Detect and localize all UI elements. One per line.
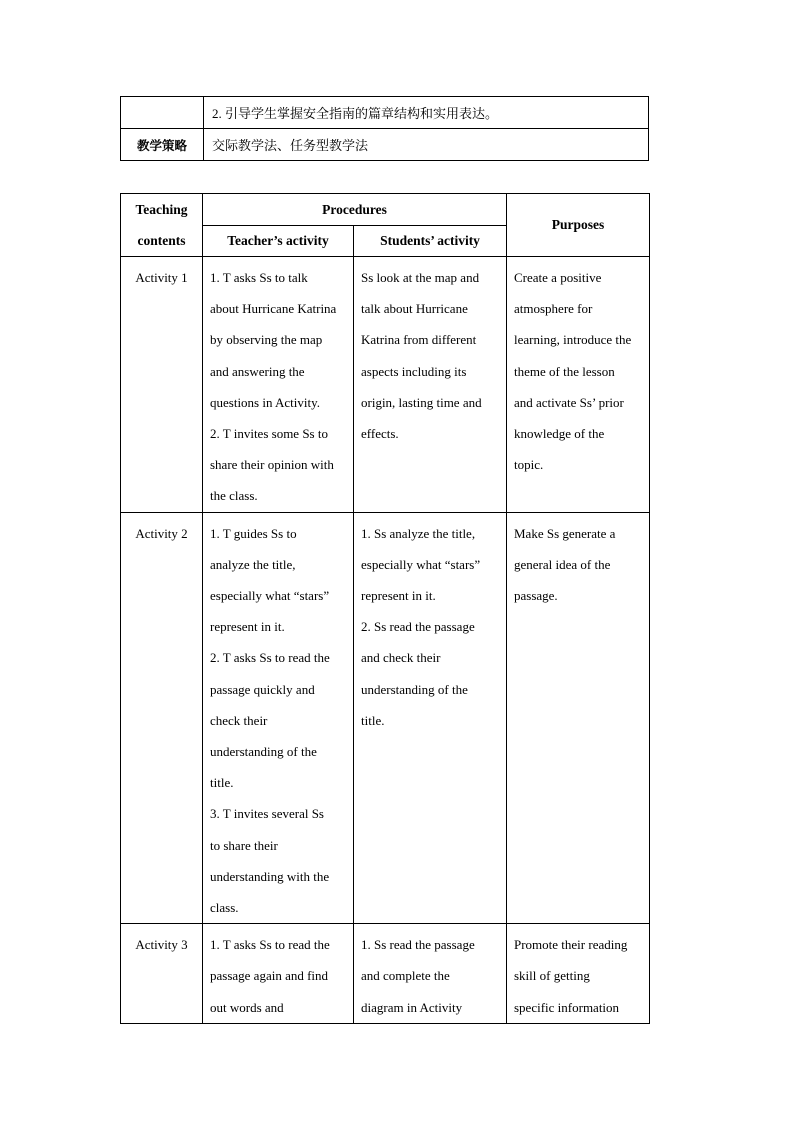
purposes-cell <box>507 512 650 924</box>
cell-line: skill of getting <box>514 968 590 984</box>
students-activity-cell <box>354 257 507 513</box>
cell-line: and activate Ss’ prior <box>514 394 624 410</box>
cell-line: 1. Ss read the passage <box>361 937 475 953</box>
cell-line: especially what “stars” <box>361 556 481 572</box>
purposes-cell <box>507 924 650 1024</box>
cell-line: understanding with the <box>210 868 330 884</box>
cell-line: and check their <box>361 650 441 666</box>
header-text: contents <box>137 233 186 248</box>
procedures-table <box>120 193 650 1024</box>
cell-line: 1. T asks Ss to read the <box>210 937 330 953</box>
cell-line: atmosphere for <box>514 301 593 317</box>
teacher-activity-cell <box>203 924 354 1024</box>
cell-line: 2. T asks Ss to read the <box>210 650 330 666</box>
cell-line: passage quickly and <box>210 681 315 697</box>
cell-line: passage again and find <box>210 968 329 984</box>
cell-line: Create a positive <box>514 270 602 285</box>
table-row <box>121 97 649 129</box>
cell-line: and complete the <box>361 968 450 984</box>
activity-label: Activity 1 <box>121 257 203 513</box>
row-content: 2. 引导学生掌握安全指南的篇章结构和实用表达。 <box>204 97 649 129</box>
cell-line: by observing the map <box>210 332 323 348</box>
cell-line: analyze the title, <box>210 556 296 572</box>
cell-line: about Hurricane Katrina <box>210 301 337 317</box>
row-label: 教学策略 <box>121 129 204 161</box>
students-activity-header: Students’ activity <box>354 226 507 257</box>
cell-line: check their <box>210 712 268 728</box>
cell-line: questions in Activity. <box>210 394 321 410</box>
cell-line: especially what “stars” <box>210 588 330 604</box>
students-activity-cell <box>354 512 507 924</box>
cell-line: Promote their reading <box>514 937 628 953</box>
teacher-activity-cell <box>203 257 354 513</box>
cell-line: effects. <box>361 426 399 442</box>
purposes-header: Purposes <box>507 194 650 257</box>
cell-line: represent in it. <box>361 588 436 604</box>
cell-line: Ss look at the map and <box>361 270 480 285</box>
cell-line: theme of the lesson <box>514 363 615 379</box>
cell-line: out words and <box>210 999 284 1015</box>
cell-line: title. <box>210 775 234 791</box>
cell-line: understanding of the <box>361 681 468 697</box>
activity-label: Activity 3 <box>121 924 203 1024</box>
cell-line: 1. T asks Ss to talk <box>210 270 308 285</box>
cell-line: general idea of the <box>514 556 611 572</box>
teacher-activity-header: Teacher’s activity <box>203 226 354 257</box>
row-content: 交际教学法、任务型教学法 <box>204 129 649 161</box>
row-label <box>121 97 204 129</box>
header-text: Teaching <box>135 202 188 217</box>
header-row <box>121 194 650 226</box>
cell-line: 2. T invites some Ss to <box>210 426 328 442</box>
cell-line: origin, lasting time and <box>361 394 482 410</box>
cell-line: aspects including its <box>361 363 467 379</box>
cell-line: the class. <box>210 488 258 504</box>
table-row <box>121 257 650 513</box>
cell-line: represent in it. <box>210 619 285 635</box>
table-row <box>121 512 650 924</box>
cell-line: diagram in Activity <box>361 999 463 1015</box>
teaching-contents-header <box>121 194 203 257</box>
cell-line: specific information <box>514 999 620 1015</box>
purposes-cell <box>507 257 650 513</box>
cell-line: 2. Ss read the passage <box>361 619 475 635</box>
cell-line: talk about Hurricane <box>361 301 468 317</box>
cell-line: title. <box>361 712 385 728</box>
cell-line: share their opinion with <box>210 457 334 473</box>
cell-line: topic. <box>514 457 544 473</box>
cell-line: understanding of the <box>210 744 317 760</box>
cell-line: 1. T guides Ss to <box>210 525 297 541</box>
cell-line: passage. <box>514 588 558 604</box>
cell-line: to share their <box>210 837 278 853</box>
strategy-table <box>120 96 649 161</box>
table-row <box>121 924 650 1024</box>
cell-line: 1. Ss analyze the title, <box>361 525 476 541</box>
cell-line: 3. T invites several Ss <box>210 806 324 822</box>
activity-label: Activity 2 <box>121 512 203 924</box>
students-activity-cell <box>354 924 507 1024</box>
cell-line: Katrina from different <box>361 332 477 348</box>
cell-line: class. <box>210 900 239 916</box>
cell-line: and answering the <box>210 363 305 379</box>
teacher-activity-cell <box>203 512 354 924</box>
cell-line: knowledge of the <box>514 426 605 442</box>
procedures-header: Procedures <box>203 194 507 226</box>
cell-line: Make Ss generate a <box>514 525 616 541</box>
cell-line: learning, introduce the <box>514 332 632 348</box>
table-row <box>121 129 649 161</box>
